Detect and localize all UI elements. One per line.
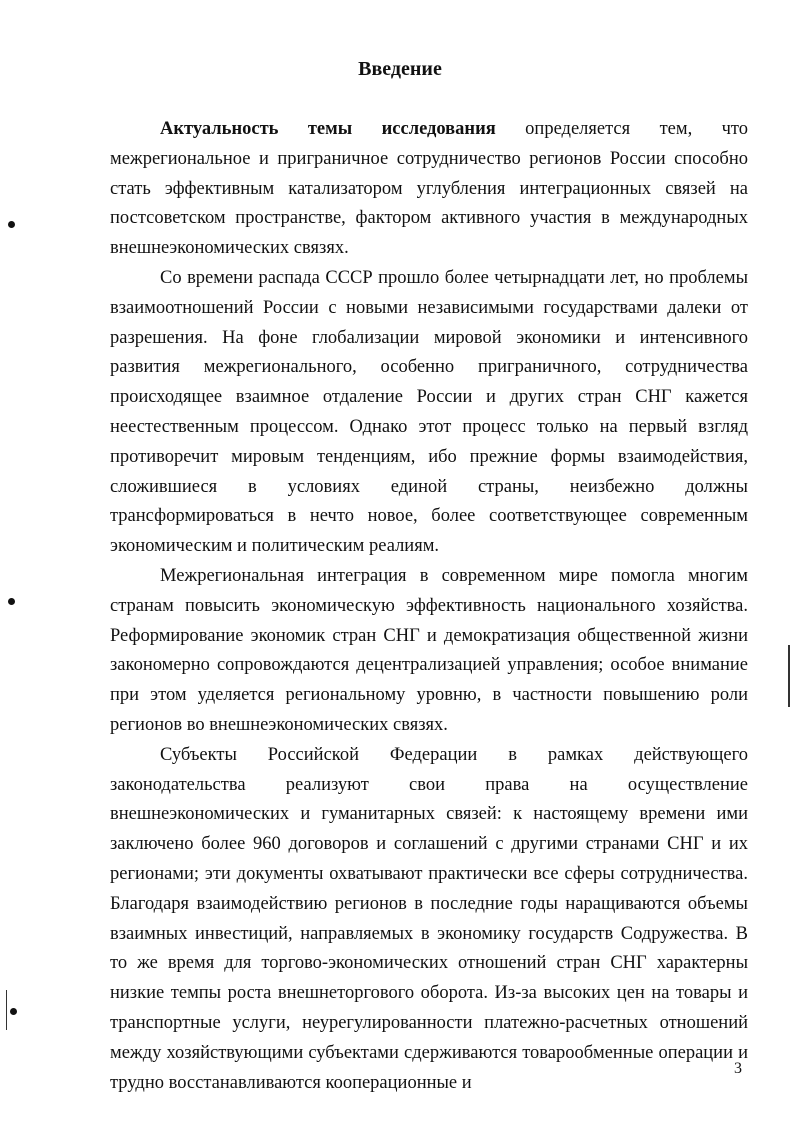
paragraph-lead: Актуальность темы исследования [160, 119, 496, 139]
paragraph-1 [110, 115, 748, 264]
paragraph-2: Со времени распада СССР прошло более четырнадцати лет, но проблемы взаимоотношений России с новыми независимыми государствами далеки от разрешения. На фоне глобализации мировой экономики и интенсивного развития межрегионального, особенно приграничного, сотрудничества происходящее взаимное отдаление России и других стран СНГ кажется неестественным процессом. Однако этот процесс только на первый взгляд противоречит мировым тенденциям, ибо прежние формы взаимодействия, сложившиеся в условиях единой страны, неизбежно должны трансформироваться в нечто новое, более соответствующее современным экономическим и политическим реалиям. [110, 267, 748, 557]
scan-dot-mark [8, 598, 15, 605]
paragraph-4: Субъекты Российской Федерации в рамках действующего законодательства реализуют свои права на осуществление внешнеэкономических и гуманитарных связей: к настоящему времени ими заключено более 960 договоров и соглашений с другими странами СНГ и их регионами; эти документы охватывают практически все сферы сотрудничества. Благодаря взаимодействию регионов в последние годы наращиваются объемы взаимных инвестиций, направляемых в экономику государств Содружества. В то же время для торгово-экономических отношений стран СНГ характерны низкие темпы роста внешнеторгового оборота. Из-за высоких цен на товары и транспортные услуги, неурегулированности платежно-расчетных отношений между хозяйствующими субъектами сдерживаются товарообменные операции и трудно восстанавливаются кооперационные и [110, 744, 748, 1093]
scan-dot-mark [8, 221, 15, 228]
page-number: 3 [734, 1060, 742, 1077]
body-text [110, 115, 748, 1098]
page-title: Введение [358, 58, 442, 80]
scan-margin-line [6, 990, 7, 1030]
scan-margin-line [788, 645, 790, 707]
scan-dot-mark [10, 1008, 17, 1015]
paragraph-text: определяется тем, что межрегиональное и приграничное сотрудничество регионов России способно стать эффективным катализатором углубления интеграционных связей на постсоветском пространстве, фактором активного участия в международных внешнеэкономических связях. [110, 119, 749, 259]
paragraph-3: Межрегиональная интеграция в современном мире помогла многим странам повысить экономическую эффективность национального хозяйства. Реформирование экономик стран СНГ и демократизация общественной жизни закономерно сопровождаются децентрализацией управления; особое внимание при этом уделяется региональному уровню, в частности повышению роли регионов во внешнеэкономических связях. [110, 565, 748, 735]
